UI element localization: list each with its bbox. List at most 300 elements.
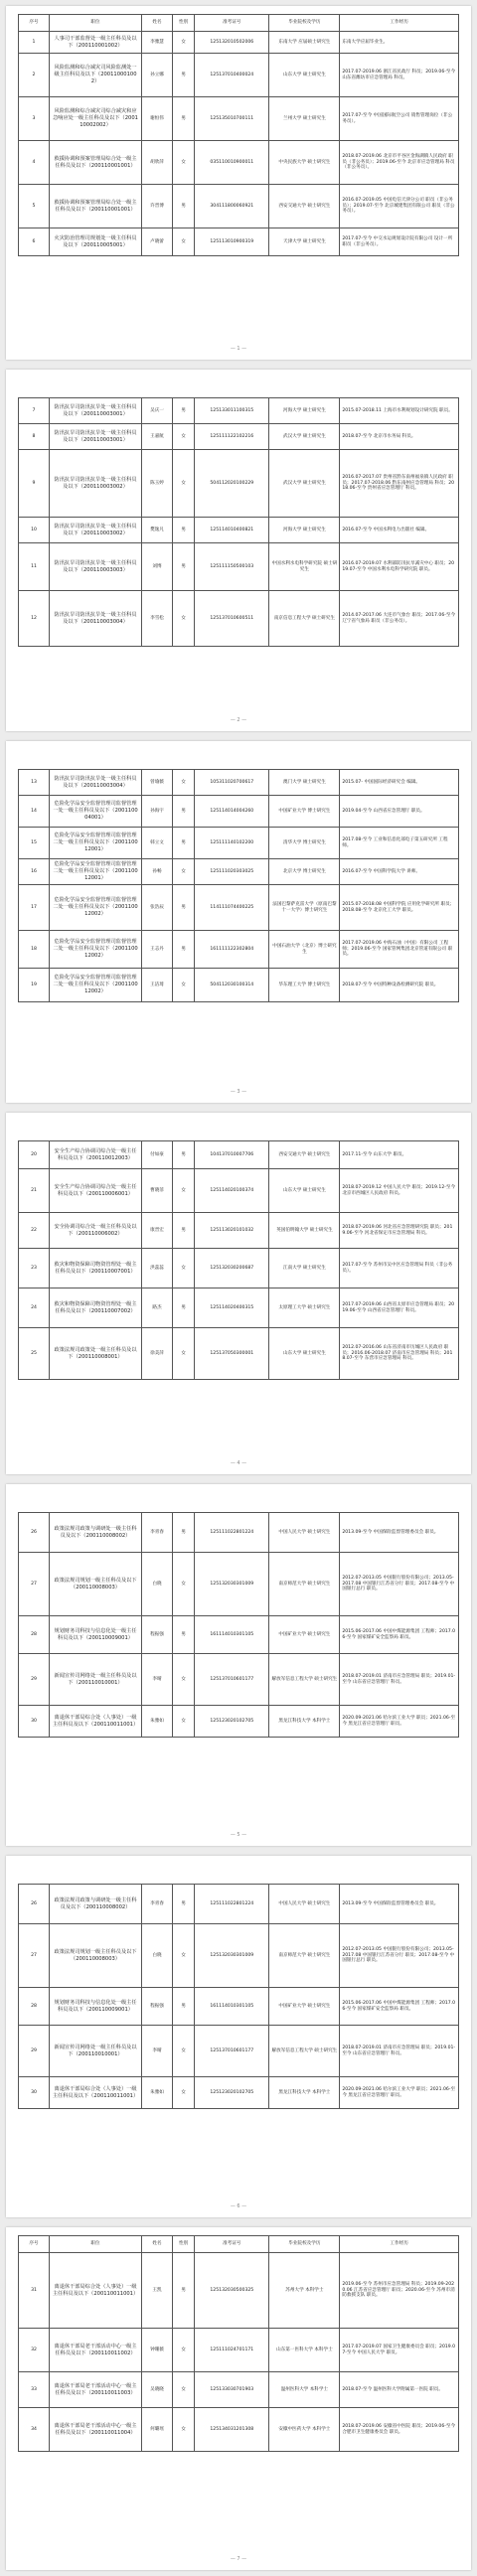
- name-cell: 孙海宇: [142, 796, 173, 828]
- sex-cell: 女: [173, 2077, 195, 2109]
- school-degree-cell: 澳门大学 硕士研究生: [269, 770, 340, 796]
- name-cell: 程振强: [142, 1616, 173, 1654]
- name-cell: 李雅慧: [142, 32, 173, 54]
- row-number: 6: [19, 228, 50, 256]
- name-cell: 程振强: [142, 1988, 173, 2026]
- ticket-number-cell: 125135010700111: [195, 97, 269, 141]
- school-degree-cell: 清华大学 博士研究生: [269, 828, 340, 859]
- table-row: [19, 424, 459, 450]
- name-cell: 王嘉航: [142, 424, 173, 450]
- school-degree-cell: 兰州大学 硕士研究生: [269, 97, 340, 141]
- position-cell: 防汛抗旱司防汛抗旱处一级主任科员及以下（200110003004）: [50, 770, 142, 796]
- ticket-number-cell: 125133011100315: [195, 398, 269, 424]
- table-row: [19, 859, 459, 885]
- sex-cell: 女: [173, 450, 195, 518]
- row-number: 8: [19, 424, 50, 450]
- row-number: 4: [19, 141, 50, 185]
- work-experience-cell: 2015.06-2017.06 中国中煤能源集团 工程师；2017.06-至今 国家煤矿安全监察局 职员。: [340, 1616, 459, 1654]
- sex-cell: 男: [173, 185, 195, 228]
- work-experience-cell: 2018.07-至今 中国特种设备检测研究院 职员。: [340, 969, 459, 1002]
- column-header: 性别: [173, 15, 195, 32]
- ticket-number-cell: 125132030200687: [195, 1249, 269, 1288]
- sex-cell: 女: [173, 591, 195, 647]
- work-experience-cell: 2015.07-2018.08 中国科学院 应用化学研究所 职员；2018.08-至今 北京化工大学 职员。: [340, 885, 459, 931]
- work-experience-cell: 2017.07-至今 苏州市吴中区应急管理局 科员（非公务员）。: [340, 1249, 459, 1288]
- column-header: 性别: [173, 2236, 195, 2253]
- position-cell: 防汛抗旱司防汛抗旱处一级主任科员及以下（200110003002）: [50, 518, 142, 543]
- row-number: 33: [19, 2372, 50, 2408]
- name-cell: 曹晓菲: [142, 1169, 173, 1213]
- school-degree-cell: 安徽中医药大学 本科学士: [269, 2408, 340, 2452]
- position-cell: 救灾和物资保障司物资管理处一级主任科员及以下（200110007002）: [50, 1288, 142, 1328]
- school-degree-cell: 解放军信息工程大学 硕士研究生: [269, 2026, 340, 2077]
- table-row: [19, 2372, 459, 2408]
- sex-cell: 男: [173, 543, 195, 591]
- ticket-number-cell: 125113020101032: [195, 1213, 269, 1249]
- sex-cell: 男: [173, 1213, 195, 1249]
- name-cell: 康晋宏: [142, 1213, 173, 1249]
- table-row: [19, 885, 459, 931]
- school-degree-cell: 武汉大学 硕士研究生: [269, 424, 340, 450]
- table-row: [19, 185, 459, 228]
- table-row: [19, 1706, 459, 1738]
- work-experience-cell: 2017.07-至今 中交水运规划设计院有限公司 设计一所 职员（非公务员）。: [340, 228, 459, 256]
- page-6: [6, 1856, 471, 2217]
- school-degree-cell: 温州医科大学 本科学士: [269, 2372, 340, 2408]
- ticket-number-cell: 125111022801224: [195, 1513, 269, 1553]
- page-2: [6, 370, 471, 731]
- position-cell: 新闻宣传司网络处一级主任科员及以下（200110010001）: [50, 1654, 142, 1706]
- school-degree-cell: 西安交通大学 硕士研究生: [269, 1141, 340, 1169]
- table-row: [19, 32, 459, 54]
- row-number: 29: [19, 1654, 50, 1706]
- table-row: [19, 1249, 459, 1288]
- work-experience-cell: 2017.11-至今 山东大学 职员。: [340, 1141, 459, 1169]
- row-number: 7: [19, 398, 50, 424]
- sex-cell: 男: [173, 54, 195, 97]
- table-row: [19, 796, 459, 828]
- row-number: 16: [19, 859, 50, 885]
- name-cell: 孙畅: [142, 859, 173, 885]
- position-cell: 规划财务司科技与信息化处一级主任科员及以下（200110009001）: [50, 1616, 142, 1654]
- page-number: — 7 —: [230, 2556, 247, 2562]
- sex-cell: 女: [173, 1328, 195, 1380]
- work-experience-cell: 2012.07-2013.05 中国银行股份有限公司；2013.05-2017.08 中国银行江苏省分行 职员；2017.08-至今 中国银行总行 职员。: [340, 1553, 459, 1616]
- sex-cell: 女: [173, 770, 195, 796]
- candidate-table: [18, 14, 459, 256]
- sex-cell: 女: [173, 1249, 195, 1288]
- work-experience-cell: 2017.07-2019.07 国家卫生健康委员会 职员；2019.07-至今 中国人民大学 职员。: [340, 2329, 459, 2372]
- work-experience-cell: 东南大学应届毕业生。: [340, 32, 459, 54]
- work-experience-cell: 2018.07-2019.06 河北省应急管理研究院 职员；2019.06-至今 河北省保定市应急管理局 科员。: [340, 1213, 459, 1249]
- work-experience-cell: 2012.07-2016.06 山东省济南市历城区人民政府 职员；2016.06-2018.07 济南市应急管理局 科员；2018.07-至今 东营市应急管理局 科员。: [340, 1328, 459, 1380]
- column-header: 毕业院校及学历: [269, 15, 340, 32]
- ticket-number-cell: 304111800060921: [195, 185, 269, 228]
- row-number: 22: [19, 1213, 50, 1249]
- name-cell: 钟珊薇: [142, 2329, 173, 2372]
- ticket-number-cell: 504112020100229: [195, 450, 269, 518]
- row-number: 26: [19, 1513, 50, 1553]
- sex-cell: 女: [173, 1169, 195, 1213]
- sex-cell: 女: [173, 2026, 195, 2077]
- sex-cell: 男: [173, 885, 195, 931]
- table-row: [19, 97, 459, 141]
- ticket-number-cell: 125132010502006: [195, 32, 269, 54]
- ticket-number-cell: 125132030301009: [195, 1553, 269, 1616]
- ticket-number-cell: 125114020400315: [195, 1288, 269, 1328]
- ticket-number-cell: 125137010601177: [195, 1654, 269, 1706]
- table-row: [19, 969, 459, 1002]
- school-degree-cell: 山东大学 硕士研究生: [269, 1328, 340, 1380]
- name-cell: 孙立娜: [142, 54, 173, 97]
- school-degree-cell: 北京大学 博士研究生: [269, 859, 340, 885]
- table-row: [19, 2408, 459, 2452]
- table-row: [19, 1988, 459, 2026]
- name-cell: 刘博: [142, 543, 173, 591]
- row-number: 5: [19, 185, 50, 228]
- school-degree-cell: 中国石油大学（北京）博士研究生: [269, 931, 340, 969]
- school-degree-cell: 太原理工大学 硕士研究生: [269, 1288, 340, 1328]
- work-experience-cell: 2020.09-2021.06 哈尔滨工业大学 职员；2021.06-至今 黑龙江省应急管理厅 职员。: [340, 1706, 459, 1738]
- work-experience-cell: 2017.08-至今 工业和信息化部电子第五研究所 工程师。: [340, 828, 459, 859]
- work-experience-cell: 2019.04-至今 山西省应急管理厅 职员。: [340, 796, 459, 828]
- table-row: [19, 398, 459, 424]
- row-number: 11: [19, 543, 50, 591]
- school-degree-cell: 黑龙江科技大学 本科学士: [269, 1706, 340, 1738]
- work-experience-cell: 2016.07-2019.05 中国电信天津分公司 职员（非公务员）；2019.07-至今 北京城建集团有限公司 职员（非公务员）。: [340, 185, 459, 228]
- work-experience-cell: 2012.07-2013.05 中国银行股份有限公司；2013.05-2017.08 中国银行江苏省分行 职员；2017.08-至今 中国银行总行 职员。: [340, 1924, 459, 1988]
- table-row: [19, 1924, 459, 1988]
- name-cell: 胡欣萍: [142, 141, 173, 185]
- row-number: 24: [19, 1288, 50, 1328]
- name-cell: 朱雅如: [142, 2077, 173, 2109]
- sex-cell: 女: [173, 228, 195, 256]
- name-cell: 洪蕊蕊: [142, 1249, 173, 1288]
- table-row: [19, 2329, 459, 2372]
- name-cell: 曾瑜薇: [142, 770, 173, 796]
- school-degree-cell: 中国矿业大学 硕士研究生: [269, 1616, 340, 1654]
- sex-cell: 女: [173, 1706, 195, 1738]
- candidate-table: [18, 1512, 459, 1738]
- school-degree-cell: 黑龙江科技大学 本科学士: [269, 2077, 340, 2109]
- school-degree-cell: 英国伯明翰大学 硕士研究生: [269, 1213, 340, 1249]
- work-experience-cell: 2020.09-2021.06 哈尔滨工业大学 职员；2021.06-至今 黑龙江省应急管理厅 职员。: [340, 2077, 459, 2109]
- name-cell: 吴庆一: [142, 398, 173, 424]
- position-cell: 风险监测和综合减灾司综合减灾和应急响应处一级主任科员及以下（200110002002）: [50, 97, 142, 141]
- candidate-table: [18, 397, 459, 647]
- position-cell: 政策法规司政策与调研处一级主任科员及以下（200110008002）: [50, 1885, 142, 1924]
- name-cell: 王志丹: [142, 931, 173, 969]
- table-row: [19, 931, 459, 969]
- row-number: 1: [19, 32, 50, 54]
- row-number: 2: [19, 54, 50, 97]
- sex-cell: 女: [173, 1924, 195, 1988]
- page-4: [6, 1113, 471, 1474]
- table-row: [19, 1213, 459, 1249]
- school-degree-cell: 武汉大学 硕士研究生: [269, 450, 340, 518]
- school-degree-cell: 西安交通大学 硕士研究生: [269, 185, 340, 228]
- name-cell: 卢晓蕾: [142, 228, 173, 256]
- row-number: 32: [19, 2329, 50, 2372]
- sex-cell: 男: [173, 1513, 195, 1553]
- position-cell: 安全协调司综合处一级主任科员及以下（200110006002）: [50, 1213, 142, 1249]
- school-degree-cell: 河海大学 硕士研究生: [269, 518, 340, 543]
- position-cell: 救援协调和预案管理局综合处一级主任科员及以下（200110001001）: [50, 141, 142, 185]
- school-degree-cell: 中国矿业大学 博士研究生: [269, 796, 340, 828]
- column-header: 职位: [50, 2236, 142, 2253]
- school-degree-cell: 山东大学 硕士研究生: [269, 54, 340, 97]
- work-experience-cell: 2016.07-2017.07 贵州省黔东南州福泉镇人民政府 职员；2017.07-2018.06 黔东南州应急管理局 科员；2018.06-至今 贵州省应急管理厅 科员。: [340, 450, 459, 518]
- position-cell: 安全生产综合协调司综合处一级主任科员及以下（200110012003）: [50, 1141, 142, 1169]
- name-cell: 李青春: [142, 1513, 173, 1553]
- row-number: 28: [19, 1988, 50, 2026]
- table-row: [19, 450, 459, 518]
- name-cell: 付如豪: [142, 1141, 173, 1169]
- page-number: — 3 —: [230, 1089, 247, 1095]
- name-cell: 樊逸凡: [142, 518, 173, 543]
- row-number: 14: [19, 796, 50, 828]
- school-degree-cell: 苏州大学 本科学士: [269, 2253, 340, 2329]
- row-number: 20: [19, 1141, 50, 1169]
- sex-cell: 男: [173, 796, 195, 828]
- position-cell: 新闻宣传司网络处一级主任科员及以下（200110010001）: [50, 2026, 142, 2077]
- ticket-number-cell: 114111074400225: [195, 885, 269, 931]
- ticket-number-cell: 125114020100374: [195, 1169, 269, 1213]
- ticket-number-cell: 125111020303025: [195, 859, 269, 885]
- ticket-number-cell: 125114014004260: [195, 796, 269, 828]
- row-number: 29: [19, 2026, 50, 2077]
- candidate-table: [18, 1884, 459, 2109]
- position-cell: 救灾和物资保障司物资管理处一级主任科员及以下（200110007001）: [50, 1249, 142, 1288]
- work-experience-cell: 2015.07-2018.11 上海市水利规划设计研究院 职员。: [340, 398, 459, 424]
- ticket-number-cell: 125134031201308: [195, 2408, 269, 2452]
- sex-cell: 男: [173, 1141, 195, 1169]
- ticket-number-cell: 125137050300001: [195, 1328, 269, 1380]
- position-cell: 安全生产综合协调司综合处一级主任科员及以下（200110006001）: [50, 1169, 142, 1213]
- row-number: 30: [19, 2077, 50, 2109]
- sex-cell: 男: [173, 931, 195, 969]
- work-experience-cell: 2017.07-至今 中国国际航空公司 销售管理岗位（非公务员）。: [340, 97, 459, 141]
- ticket-number-cell: 125123020102705: [195, 1706, 269, 1738]
- name-cell: 路杰: [142, 1288, 173, 1328]
- page-5: [6, 1484, 471, 1846]
- table-header-row: [19, 15, 459, 32]
- ticket-number-cell: 104137010007706: [195, 1141, 269, 1169]
- sex-cell: 女: [173, 424, 195, 450]
- sex-cell: 女: [173, 32, 195, 54]
- column-header: 准考证号: [195, 2236, 269, 2253]
- position-cell: 防汛抗旱司防汛抗旱处一级主任科员及以下（200110003002）: [50, 450, 142, 518]
- ticket-number-cell: 035110010900011: [195, 141, 269, 185]
- work-experience-cell: 2018.07-2019.06 安徽省中医院 职员；2019.06-至今 合肥市卫生健康委员会 职员。: [340, 2408, 459, 2452]
- ticket-number-cell: 125114010400821: [195, 518, 269, 543]
- ticket-number-cell: 125111024701171: [195, 2329, 269, 2372]
- row-number: 30: [19, 1706, 50, 1738]
- column-header: 准考证号: [195, 15, 269, 32]
- name-cell: 王凯: [142, 2253, 173, 2329]
- sex-cell: 男: [173, 1988, 195, 2026]
- school-degree-cell: 南京信息工程大学 硕士研究生: [269, 591, 340, 647]
- sex-cell: 女: [173, 2372, 195, 2408]
- work-experience-cell: 2017.07-2019.06 中海石油（中国）有限公司 工程师；2019.06-至今 国家管网集团北京管道有限公司 职员。: [340, 931, 459, 969]
- school-degree-cell: 河海大学 硕士研究生: [269, 398, 340, 424]
- work-experience-cell: 2019.06-至今 苏州市应急管理局 科员；2019.09-2020.06 江苏省应急管理厅 职员；2020.06-至今 苏州市消防救援支队 职员。: [340, 2253, 459, 2329]
- ticket-number-cell: 105311020700617: [195, 770, 269, 796]
- table-row: [19, 770, 459, 796]
- school-degree-cell: 法国巴黎萨克雷大学（原南巴黎十一大学）博士研究生: [269, 885, 340, 931]
- position-cell: 风险监测和综合减灾司风险监测处一级主任科员及以下（200110001002）: [50, 54, 142, 97]
- sex-cell: 男: [173, 97, 195, 141]
- sex-cell: 男: [173, 828, 195, 859]
- row-number: 19: [19, 969, 50, 1002]
- ticket-number-cell: 125111150500103: [195, 543, 269, 591]
- sex-cell: 男: [173, 1288, 195, 1328]
- work-experience-cell: 2017.07-2019.06 浙江省民政厅 科员；2019.06-至今 山东省潍坊市应急管理局 科员。: [340, 54, 459, 97]
- row-number: 25: [19, 1328, 50, 1380]
- row-number: 23: [19, 1249, 50, 1288]
- sex-cell: 男: [173, 518, 195, 543]
- work-experience-cell: 2015.07- 中国国际经济研究会 编辑。: [340, 770, 459, 796]
- table-row: [19, 2253, 459, 2329]
- name-cell: 谢恒伟: [142, 97, 173, 141]
- ticket-number-cell: 125132030500325: [195, 2253, 269, 2329]
- position-cell: 政策法规司规划一级主任科员及以下（200110008003）: [50, 1924, 142, 1988]
- ticket-number-cell: 161111122302804: [195, 931, 269, 969]
- position-cell: 人事司干部监督处一级主任科员及以下（200110001002）: [50, 32, 142, 54]
- school-degree-cell: 华东理工大学 博士研究生: [269, 969, 340, 1002]
- ticket-number-cell: 504112030100314: [195, 969, 269, 1002]
- ticket-number-cell: 125137010601177: [195, 2026, 269, 2077]
- name-cell: 李雪松: [142, 591, 173, 647]
- page-number: — 5 —: [230, 1832, 247, 1838]
- ticket-number-cell: 161114010301105: [195, 1988, 269, 2026]
- position-cell: 防汛抗旱司防汛抗旱处一级主任科员及以下（200110003001）: [50, 424, 142, 450]
- table-row: [19, 1553, 459, 1616]
- row-number: 27: [19, 1553, 50, 1616]
- work-experience-cell: 2016.07-2019.07 水利部防汛抗旱减灾中心 职员；2019.07-至今 中国水利水电科学研究院 职员。: [340, 543, 459, 591]
- position-cell: 防汛抗旱司防汛抗旱处一级主任科员及以下（200110003001）: [50, 398, 142, 424]
- table-row: [19, 1328, 459, 1380]
- position-cell: 危险化学品安全监督管理司监督管理二处一级主任科员及以下（200110012002）: [50, 931, 142, 969]
- candidate-table: [18, 1140, 459, 1380]
- page-number: — 6 —: [230, 2203, 247, 2209]
- position-cell: 危险化学品安全监督管理司监督管理二处一级主任科员及以下（200110012002）: [50, 885, 142, 931]
- ticket-number-cell: 125123020102705: [195, 2077, 269, 2109]
- position-cell: 离退休干部局老干部活动中心一级主任科员及以下（200110011002）: [50, 2329, 142, 2372]
- column-header: 序号: [19, 15, 50, 32]
- name-cell: 朱雅如: [142, 1706, 173, 1738]
- name-cell: 陈玉婷: [142, 450, 173, 518]
- table-row: [19, 591, 459, 647]
- table-header-row: [19, 2236, 459, 2253]
- row-number: 21: [19, 1169, 50, 1213]
- sex-cell: 女: [173, 141, 195, 185]
- ticket-number-cell: 125111022801224: [195, 1885, 269, 1924]
- row-number: 12: [19, 591, 50, 647]
- work-experience-cell: 2018.07-2019.06 北京市平谷区金海湖镇人民政府 职员（非公务员）；2019.06-至今 北京市应急管理局 科员（非公务员）。: [340, 141, 459, 185]
- work-experience-cell: 2013.09-至今 中国保险监督管理委员会 职员。: [340, 1513, 459, 1553]
- position-cell: 政策法规司政策处一级主任科员及以下（200110008001）: [50, 1328, 142, 1380]
- row-number: 17: [19, 885, 50, 931]
- table-row: [19, 1141, 459, 1169]
- name-cell: 许晋博: [142, 185, 173, 228]
- ticket-number-cell: 125132030301009: [195, 1924, 269, 1988]
- sex-cell: 男: [173, 2253, 195, 2329]
- name-cell: 韩立文: [142, 828, 173, 859]
- column-header: 姓名: [142, 2236, 173, 2253]
- sex-cell: 女: [173, 1553, 195, 1616]
- page-1: [6, 6, 471, 360]
- work-experience-cell: 2018.07-至今 北京市水务局 科员。: [340, 424, 459, 450]
- row-number: 18: [19, 931, 50, 969]
- candidate-table: [18, 2235, 459, 2452]
- school-degree-cell: 南京师范大学 硕士研究生: [269, 1553, 340, 1616]
- position-cell: 政策法规司规划一级主任科员及以下（200110008003）: [50, 1553, 142, 1616]
- position-cell: 危险化学品安全监督管理司监督管理二处一级主任科员及以下（200110012001）: [50, 859, 142, 885]
- position-cell: 防汛抗旱司防汛抗旱处一级主任科员及以下（200110003003）: [50, 543, 142, 591]
- position-cell: 危险化学品安全监督管理司监督管理一处一级主任科员及以下（200110004001）: [50, 796, 142, 828]
- sex-cell: 男: [173, 1616, 195, 1654]
- ticket-number-cell: 125133030701903: [195, 2372, 269, 2408]
- table-row: [19, 1169, 459, 1213]
- sex-cell: 女: [173, 1654, 195, 1706]
- work-experience-cell: 2014.07-2017.06 大连市气象台 职员；2017.06-至今 辽宁省气象局 职员（非公务员）。: [340, 591, 459, 647]
- work-experience-cell: 2017.07-2019.06 山西省太原市应急管理局 职员；2019.06-至今 山西省应急管理厅 科员。: [340, 1288, 459, 1328]
- ticket-number-cell: 125111140102200: [195, 828, 269, 859]
- school-degree-cell: 中央民族大学 硕士研究生: [269, 141, 340, 185]
- name-cell: 李青春: [142, 1885, 173, 1924]
- school-degree-cell: 东南大学 应届硕士研究生: [269, 32, 340, 54]
- column-header: 工作经历: [340, 15, 459, 32]
- school-degree-cell: 解放军信息工程大学 硕士研究生: [269, 1654, 340, 1706]
- page-number: — 1 —: [230, 346, 247, 352]
- school-degree-cell: 中国矿业大学 硕士研究生: [269, 1988, 340, 2026]
- column-header: 序号: [19, 2236, 50, 2253]
- name-cell: 王洁琦: [142, 969, 173, 1002]
- school-degree-cell: 山东第一医科大学 本科学士: [269, 2329, 340, 2372]
- position-cell: 离退休干部局综合处（人事处）一级主任科员及以下（200110011001）: [50, 2077, 142, 2109]
- work-experience-cell: 2015.06-2017.06 中国中煤能源集团 工程师；2017.06-至今 国家煤矿安全监察局 职员。: [340, 1988, 459, 2026]
- work-experience-cell: 2016.07-至今 中国科学院大学 讲师。: [340, 859, 459, 885]
- row-number: 34: [19, 2408, 50, 2452]
- table-row: [19, 2077, 459, 2109]
- school-degree-cell: 中国人民大学 硕士研究生: [269, 1885, 340, 1924]
- table-row: [19, 543, 459, 591]
- ticket-number-cell: 125113010900319: [195, 228, 269, 256]
- position-cell: 危险化学品安全监督管理司监督管理二处一级主任科员及以下（200110012002）: [50, 969, 142, 1002]
- sex-cell: 女: [173, 859, 195, 885]
- sex-cell: 女: [173, 2408, 195, 2452]
- row-number: 3: [19, 97, 50, 141]
- row-number: 26: [19, 1885, 50, 1924]
- row-number: 27: [19, 1924, 50, 1988]
- school-degree-cell: 南京师范大学 硕士研究生: [269, 1924, 340, 1988]
- name-cell: 吴晓晓: [142, 2372, 173, 2408]
- ticket-number-cell: 125137010600511: [195, 591, 269, 647]
- school-degree-cell: 天津大学 硕士研究生: [269, 228, 340, 256]
- school-degree-cell: 山东大学 硕士研究生: [269, 1169, 340, 1213]
- column-header: 职位: [50, 15, 142, 32]
- sex-cell: 男: [173, 398, 195, 424]
- row-number: 28: [19, 1616, 50, 1654]
- position-cell: 离退休干部局综合处（人事处）一级主任科员及以下（200110011001）: [50, 2253, 142, 2329]
- name-cell: 徐美萍: [142, 1328, 173, 1380]
- work-experience-cell: 2018.07-2019.12 中国人民大学 职员；2019.12-至今 北京市西城区人民政府 科员。: [340, 1169, 459, 1213]
- position-cell: 危险化学品安全监督管理司监督管理二处一级主任科员及以下（200110012001）: [50, 828, 142, 859]
- name-cell: 何璐瑶: [142, 2408, 173, 2452]
- page-number: — 2 —: [230, 717, 247, 723]
- table-row: [19, 2026, 459, 2077]
